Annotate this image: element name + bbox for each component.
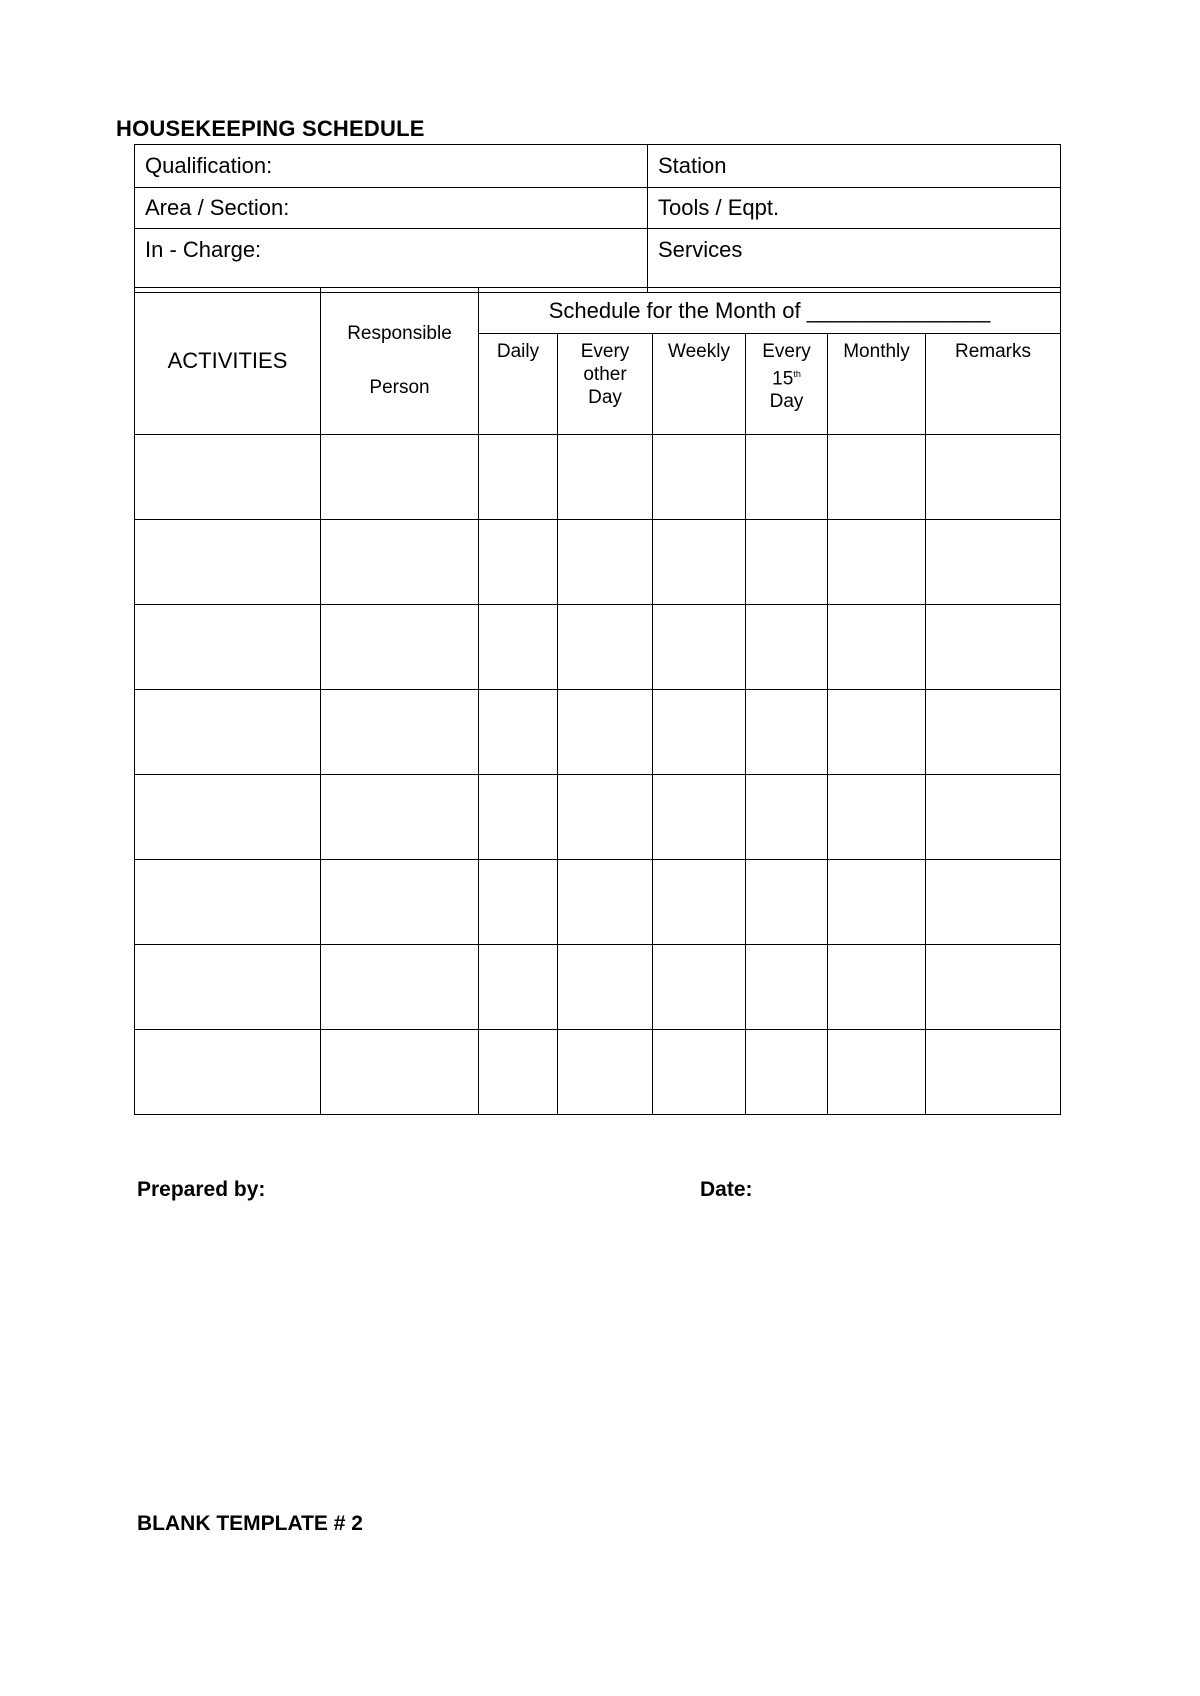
station-field[interactable] bbox=[648, 145, 1061, 188]
schedule-row bbox=[135, 860, 1061, 945]
responsible-person-cell[interactable] bbox=[321, 520, 479, 605]
qualification-label: Qualification: bbox=[145, 153, 273, 178]
daily-cell[interactable] bbox=[479, 860, 558, 945]
weekly-cell[interactable] bbox=[653, 690, 746, 775]
monthly-cell[interactable] bbox=[828, 520, 926, 605]
daily-header: Daily bbox=[479, 334, 558, 435]
schedule-row bbox=[135, 1030, 1061, 1115]
every-15th-day-cell[interactable] bbox=[746, 1030, 828, 1115]
every-15th-day-cell[interactable] bbox=[746, 605, 828, 690]
monthly-cell[interactable] bbox=[828, 775, 926, 860]
responsible-person-cell[interactable] bbox=[321, 1030, 479, 1115]
schedule-table bbox=[134, 287, 1061, 1115]
services-label: Services bbox=[658, 237, 743, 262]
remarks-cell[interactable] bbox=[926, 1030, 1061, 1115]
daily-cell[interactable] bbox=[479, 690, 558, 775]
schedule-row bbox=[135, 775, 1061, 860]
every-15th-day-cell[interactable] bbox=[746, 775, 828, 860]
every-other-day-line2: other bbox=[583, 364, 627, 385]
schedule-row bbox=[135, 435, 1061, 520]
daily-cell[interactable] bbox=[479, 520, 558, 605]
in-charge-label: In - Charge: bbox=[145, 237, 262, 262]
every-other-day-cell[interactable] bbox=[558, 690, 653, 775]
remarks-cell[interactable] bbox=[926, 775, 1061, 860]
remarks-cell[interactable] bbox=[926, 945, 1061, 1030]
tools-eqpt-label: Tools / Eqpt. bbox=[658, 195, 780, 220]
responsible-person-cell[interactable] bbox=[321, 775, 479, 860]
monthly-cell[interactable] bbox=[828, 860, 926, 945]
schedule-row bbox=[135, 605, 1061, 690]
every-other-day-cell[interactable] bbox=[558, 435, 653, 520]
weekly-cell[interactable] bbox=[653, 605, 746, 690]
activity-cell[interactable] bbox=[135, 945, 321, 1030]
activity-cell[interactable] bbox=[135, 775, 321, 860]
every-15th-day-cell[interactable] bbox=[746, 690, 828, 775]
daily-cell[interactable] bbox=[479, 775, 558, 860]
monthly-cell[interactable] bbox=[828, 435, 926, 520]
schedule-row bbox=[135, 520, 1061, 605]
responsible-person-cell[interactable] bbox=[321, 605, 479, 690]
daily-cell[interactable] bbox=[479, 605, 558, 690]
every-15th-suffix: th bbox=[793, 369, 801, 379]
info-table bbox=[134, 144, 1061, 293]
activities-header: ACTIVITIES bbox=[135, 288, 321, 435]
activity-cell[interactable] bbox=[135, 520, 321, 605]
tools-eqpt-field[interactable] bbox=[648, 188, 1061, 229]
responsible-person-cell[interactable] bbox=[321, 690, 479, 775]
monthly-header: Monthly bbox=[828, 334, 926, 435]
every-15th-line1: Every bbox=[762, 341, 811, 362]
every-15th-day-cell[interactable] bbox=[746, 945, 828, 1030]
every-other-day-cell[interactable] bbox=[558, 860, 653, 945]
services-field[interactable] bbox=[648, 229, 1061, 293]
responsible-person-cell[interactable] bbox=[321, 435, 479, 520]
in-charge-field[interactable] bbox=[135, 229, 648, 293]
template-label: BLANK TEMPLATE # 2 bbox=[137, 1512, 363, 1535]
monthly-cell[interactable] bbox=[828, 605, 926, 690]
every-15th-day-cell[interactable] bbox=[746, 860, 828, 945]
qualification-field[interactable] bbox=[135, 145, 648, 188]
remarks-cell[interactable] bbox=[926, 860, 1061, 945]
schedule-body bbox=[135, 435, 1061, 1115]
monthly-cell[interactable] bbox=[828, 690, 926, 775]
station-label: Station bbox=[658, 153, 727, 178]
month-header: Schedule for the Month of _______________ bbox=[479, 288, 1061, 334]
activity-cell[interactable] bbox=[135, 1030, 321, 1115]
schedule-row bbox=[135, 690, 1061, 775]
area-section-label: Area / Section: bbox=[145, 195, 290, 220]
monthly-cell[interactable] bbox=[828, 945, 926, 1030]
every-15th-line2 bbox=[746, 363, 827, 390]
area-section-field[interactable] bbox=[135, 188, 648, 229]
every-other-day-cell[interactable] bbox=[558, 520, 653, 605]
weekly-header: Weekly bbox=[653, 334, 746, 435]
date-label: Date: bbox=[700, 1178, 753, 1201]
weekly-cell[interactable] bbox=[653, 435, 746, 520]
activity-cell[interactable] bbox=[135, 690, 321, 775]
responsible-header-line1: Responsible bbox=[347, 323, 452, 344]
prepared-by-label: Prepared by: bbox=[137, 1178, 266, 1201]
responsible-person-cell[interactable] bbox=[321, 945, 479, 1030]
responsible-person-header bbox=[321, 288, 479, 435]
every-other-day-cell[interactable] bbox=[558, 1030, 653, 1115]
activity-cell[interactable] bbox=[135, 605, 321, 690]
page-title: HOUSEKEEPING SCHEDULE bbox=[116, 116, 425, 141]
remarks-cell[interactable] bbox=[926, 690, 1061, 775]
remarks-header: Remarks bbox=[926, 334, 1061, 435]
responsible-person-cell[interactable] bbox=[321, 860, 479, 945]
activity-cell[interactable] bbox=[135, 860, 321, 945]
remarks-cell[interactable] bbox=[926, 520, 1061, 605]
every-other-day-cell[interactable] bbox=[558, 775, 653, 860]
every-15th-day-header bbox=[746, 334, 828, 435]
remarks-cell[interactable] bbox=[926, 435, 1061, 520]
weekly-cell[interactable] bbox=[653, 775, 746, 860]
daily-cell[interactable] bbox=[479, 945, 558, 1030]
monthly-cell[interactable] bbox=[828, 1030, 926, 1115]
every-other-day-cell[interactable] bbox=[558, 605, 653, 690]
every-other-day-header bbox=[558, 334, 653, 435]
weekly-cell[interactable] bbox=[653, 520, 746, 605]
schedule-row bbox=[135, 945, 1061, 1030]
activity-cell[interactable] bbox=[135, 435, 321, 520]
daily-cell[interactable] bbox=[479, 435, 558, 520]
every-other-day-line1: Every bbox=[580, 341, 630, 362]
every-15th-line3: Day bbox=[769, 391, 804, 413]
weekly-cell[interactable] bbox=[653, 860, 746, 945]
responsible-header-line2: Person bbox=[369, 377, 430, 398]
daily-cell[interactable] bbox=[479, 1030, 558, 1115]
every-15th-day-cell[interactable] bbox=[746, 520, 828, 605]
weekly-cell[interactable] bbox=[653, 945, 746, 1030]
remarks-cell[interactable] bbox=[926, 605, 1061, 690]
every-15th-number: 15 bbox=[772, 368, 794, 390]
weekly-cell[interactable] bbox=[653, 1030, 746, 1115]
every-15th-day-cell[interactable] bbox=[746, 435, 828, 520]
every-other-day-cell[interactable] bbox=[558, 945, 653, 1030]
every-other-day-line3: Day bbox=[588, 387, 622, 408]
